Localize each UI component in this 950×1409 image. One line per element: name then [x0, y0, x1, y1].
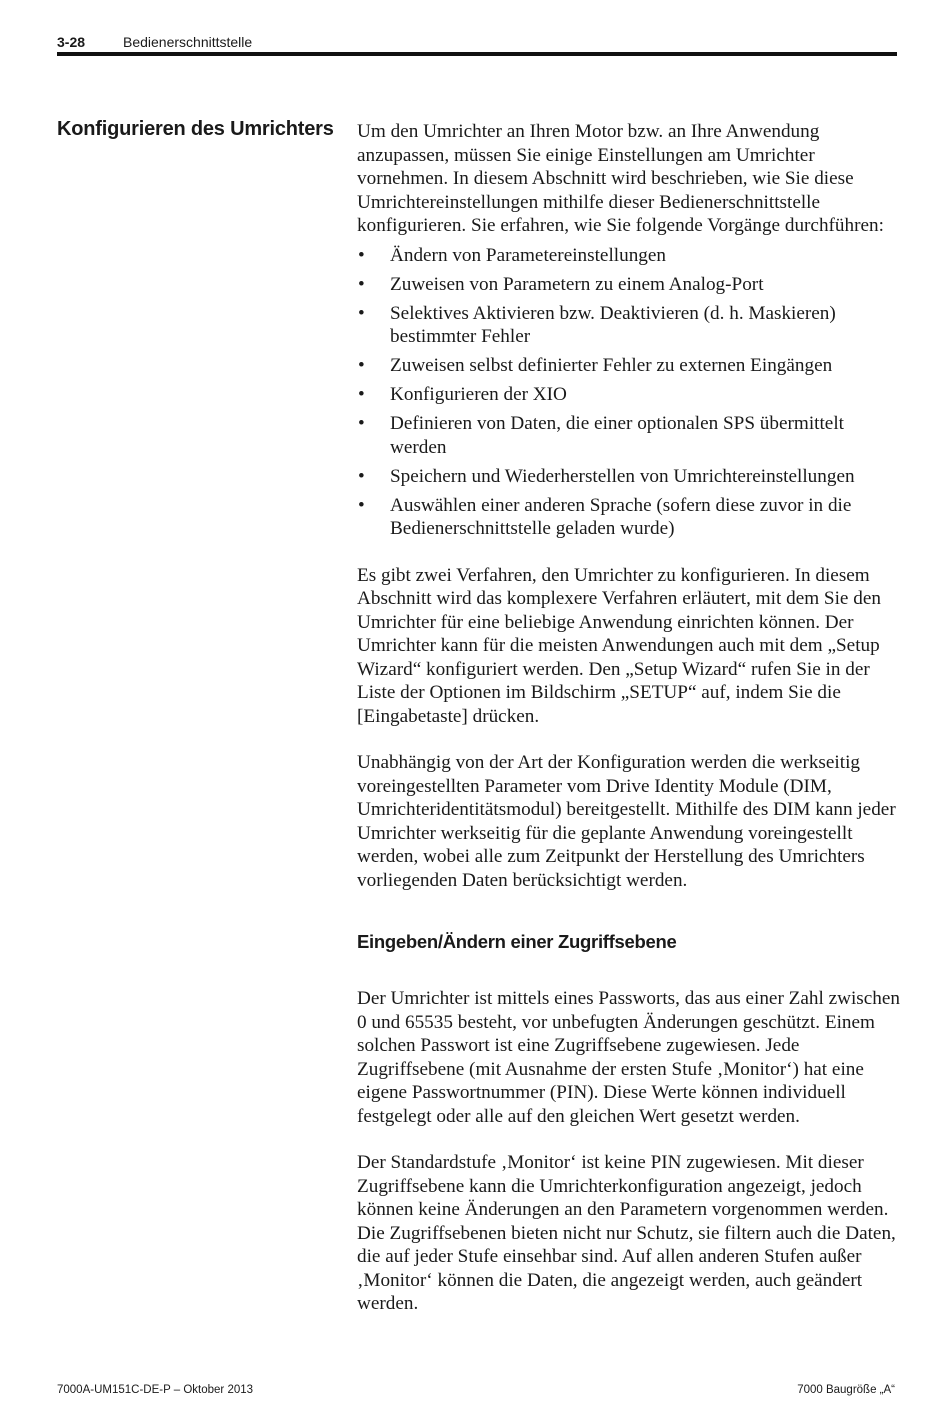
bullet-icon: •: [358, 273, 365, 295]
bullet-icon: •: [358, 302, 365, 324]
dim-paragraph: Unabhängig von der Art der Konfiguration werden die werkseitig voreingestellten Parameter vom Drive Identity Module (DIM, Umrichteridentitätsmodul) bereitgestellt. Mithilfe des DIM kann jeder Umrichter werkseitig für die geplante Anwendung voreingestellt werden, wobei alle zum Zeitpunkt der Herstellung des Umrichters vorliegenden Daten berücksichtigt werden.: [357, 752, 896, 891]
list-item-text: Speichern und Wiederherstellen von Umrichtereinstellungen: [390, 465, 855, 487]
bullet-icon: •: [358, 384, 365, 405]
footer-publication-id: 7000A-UM151C-DE-P – Oktober 2013: [57, 1384, 254, 1396]
list-item-text: Zuweisen von Parametern zu einem Analog-Port: [390, 273, 764, 295]
list-item-text: Konfigurieren der XIO: [390, 384, 567, 405]
list-item: [357, 302, 902, 349]
footer-product-name: 7000 Baugröße „A“: [797, 1384, 895, 1396]
intro-paragraph: Um den Umrichter an Ihren Motor bzw. an Ihre Anwendung anzupassen, müssen Sie einige Einstellungen am Umrichter vornehmen. In diesem Abschnitt wird beschrieben, wie Sie diese Umrichtereinstellungen mithilfe dieser Bedienerschnittstelle konfigurieren. Sie erfahren, wie Sie folgende Vorgänge durchführen:: [357, 121, 884, 236]
bullet-icon: •: [358, 244, 365, 266]
list-item-text: Selektives Aktivieren bzw. Deaktivieren (d. h. Maskieren) bestimmter Fehler: [390, 302, 836, 347]
chapter-title: Bedienerschnittstelle: [123, 34, 253, 50]
list-item: [357, 465, 902, 489]
section-heading: Konfigurieren des Umrichters: [57, 118, 334, 140]
bullet-list: [357, 244, 902, 541]
subsection-heading: Eingeben/Ändern einer Zugriffsebene: [357, 931, 677, 952]
list-item-text: Zuweisen selbst definierter Fehler zu externen Eingängen: [390, 355, 833, 376]
configuration-paragraph: Es gibt zwei Verfahren, den Umrichter zu konfigurieren. In diesem Abschnitt wird das komplexere Verfahren erläutert, mit dem Sie den Umrichter für eine beliebige Anwendung einrichten können. Der Umrichter kann für die meisten Anwendungen auch mit dem „Setup Wizard“ konfiguriert werden. Den „Setup Wizard“ rufen Sie in der Liste der Optionen im Bildschirm „SETUP“ auf, indem Sie die [Eingabetaste] drücken.: [357, 564, 881, 727]
monitor-level-paragraph: Der Standardstufe ‚Monitor‘ ist keine PIN zugewiesen. Mit dieser Zugriffsebene kann die Umrichterkonfiguration angezeigt, jedoch können keine Änderungen an den Parametern vorgenommen werden. Die Zugriffsebenen bieten nicht nur Schutz, sie filtern auch die Daten, die auf jeder Stufe einsehbar sind. Auf allen anderen Stufen außer ‚Monitor‘ können die Daten, die angezeigt werden, auch geändert werden.: [357, 1152, 896, 1314]
list-item: [357, 354, 902, 378]
page-header: [57, 32, 897, 54]
list-item: [357, 412, 902, 459]
body-column: [357, 120, 902, 1316]
header-rule: [57, 52, 897, 56]
bullet-icon: •: [358, 465, 365, 487]
list-item-text: Ändern von Parametereinstellungen: [390, 244, 666, 266]
bullet-icon: •: [358, 494, 365, 516]
list-item: [357, 494, 902, 541]
list-item-text: Definieren von Daten, die einer optionalen SPS übermittelt werden: [390, 413, 844, 458]
list-item: [357, 273, 902, 297]
list-item-text: Auswählen einer anderen Sprache (sofern diese zuvor in die Bedienerschnittstelle geladen wurde): [390, 494, 852, 539]
list-item: [357, 383, 902, 407]
bullet-icon: •: [358, 355, 365, 376]
list-item: [357, 244, 902, 268]
password-paragraph: Der Umrichter ist mittels eines Passworts, das aus einer Zahl zwischen 0 und 65535 besteht, vor unbefugten Änderungen geschützt. Einem solchen Passwort ist eine Zugriffsebene zugewiesen. Jede Zugriffsebene (mit Ausnahme der ersten Stufe ‚Monitor‘) hat eine eigene Passwortnummer (PIN). Diese Werte können individuell festgelegt oder alle auf den gleichen Wert gesetzt werden.: [357, 988, 900, 1127]
bullet-icon: •: [358, 413, 365, 434]
page-number: 3-28: [57, 34, 86, 50]
